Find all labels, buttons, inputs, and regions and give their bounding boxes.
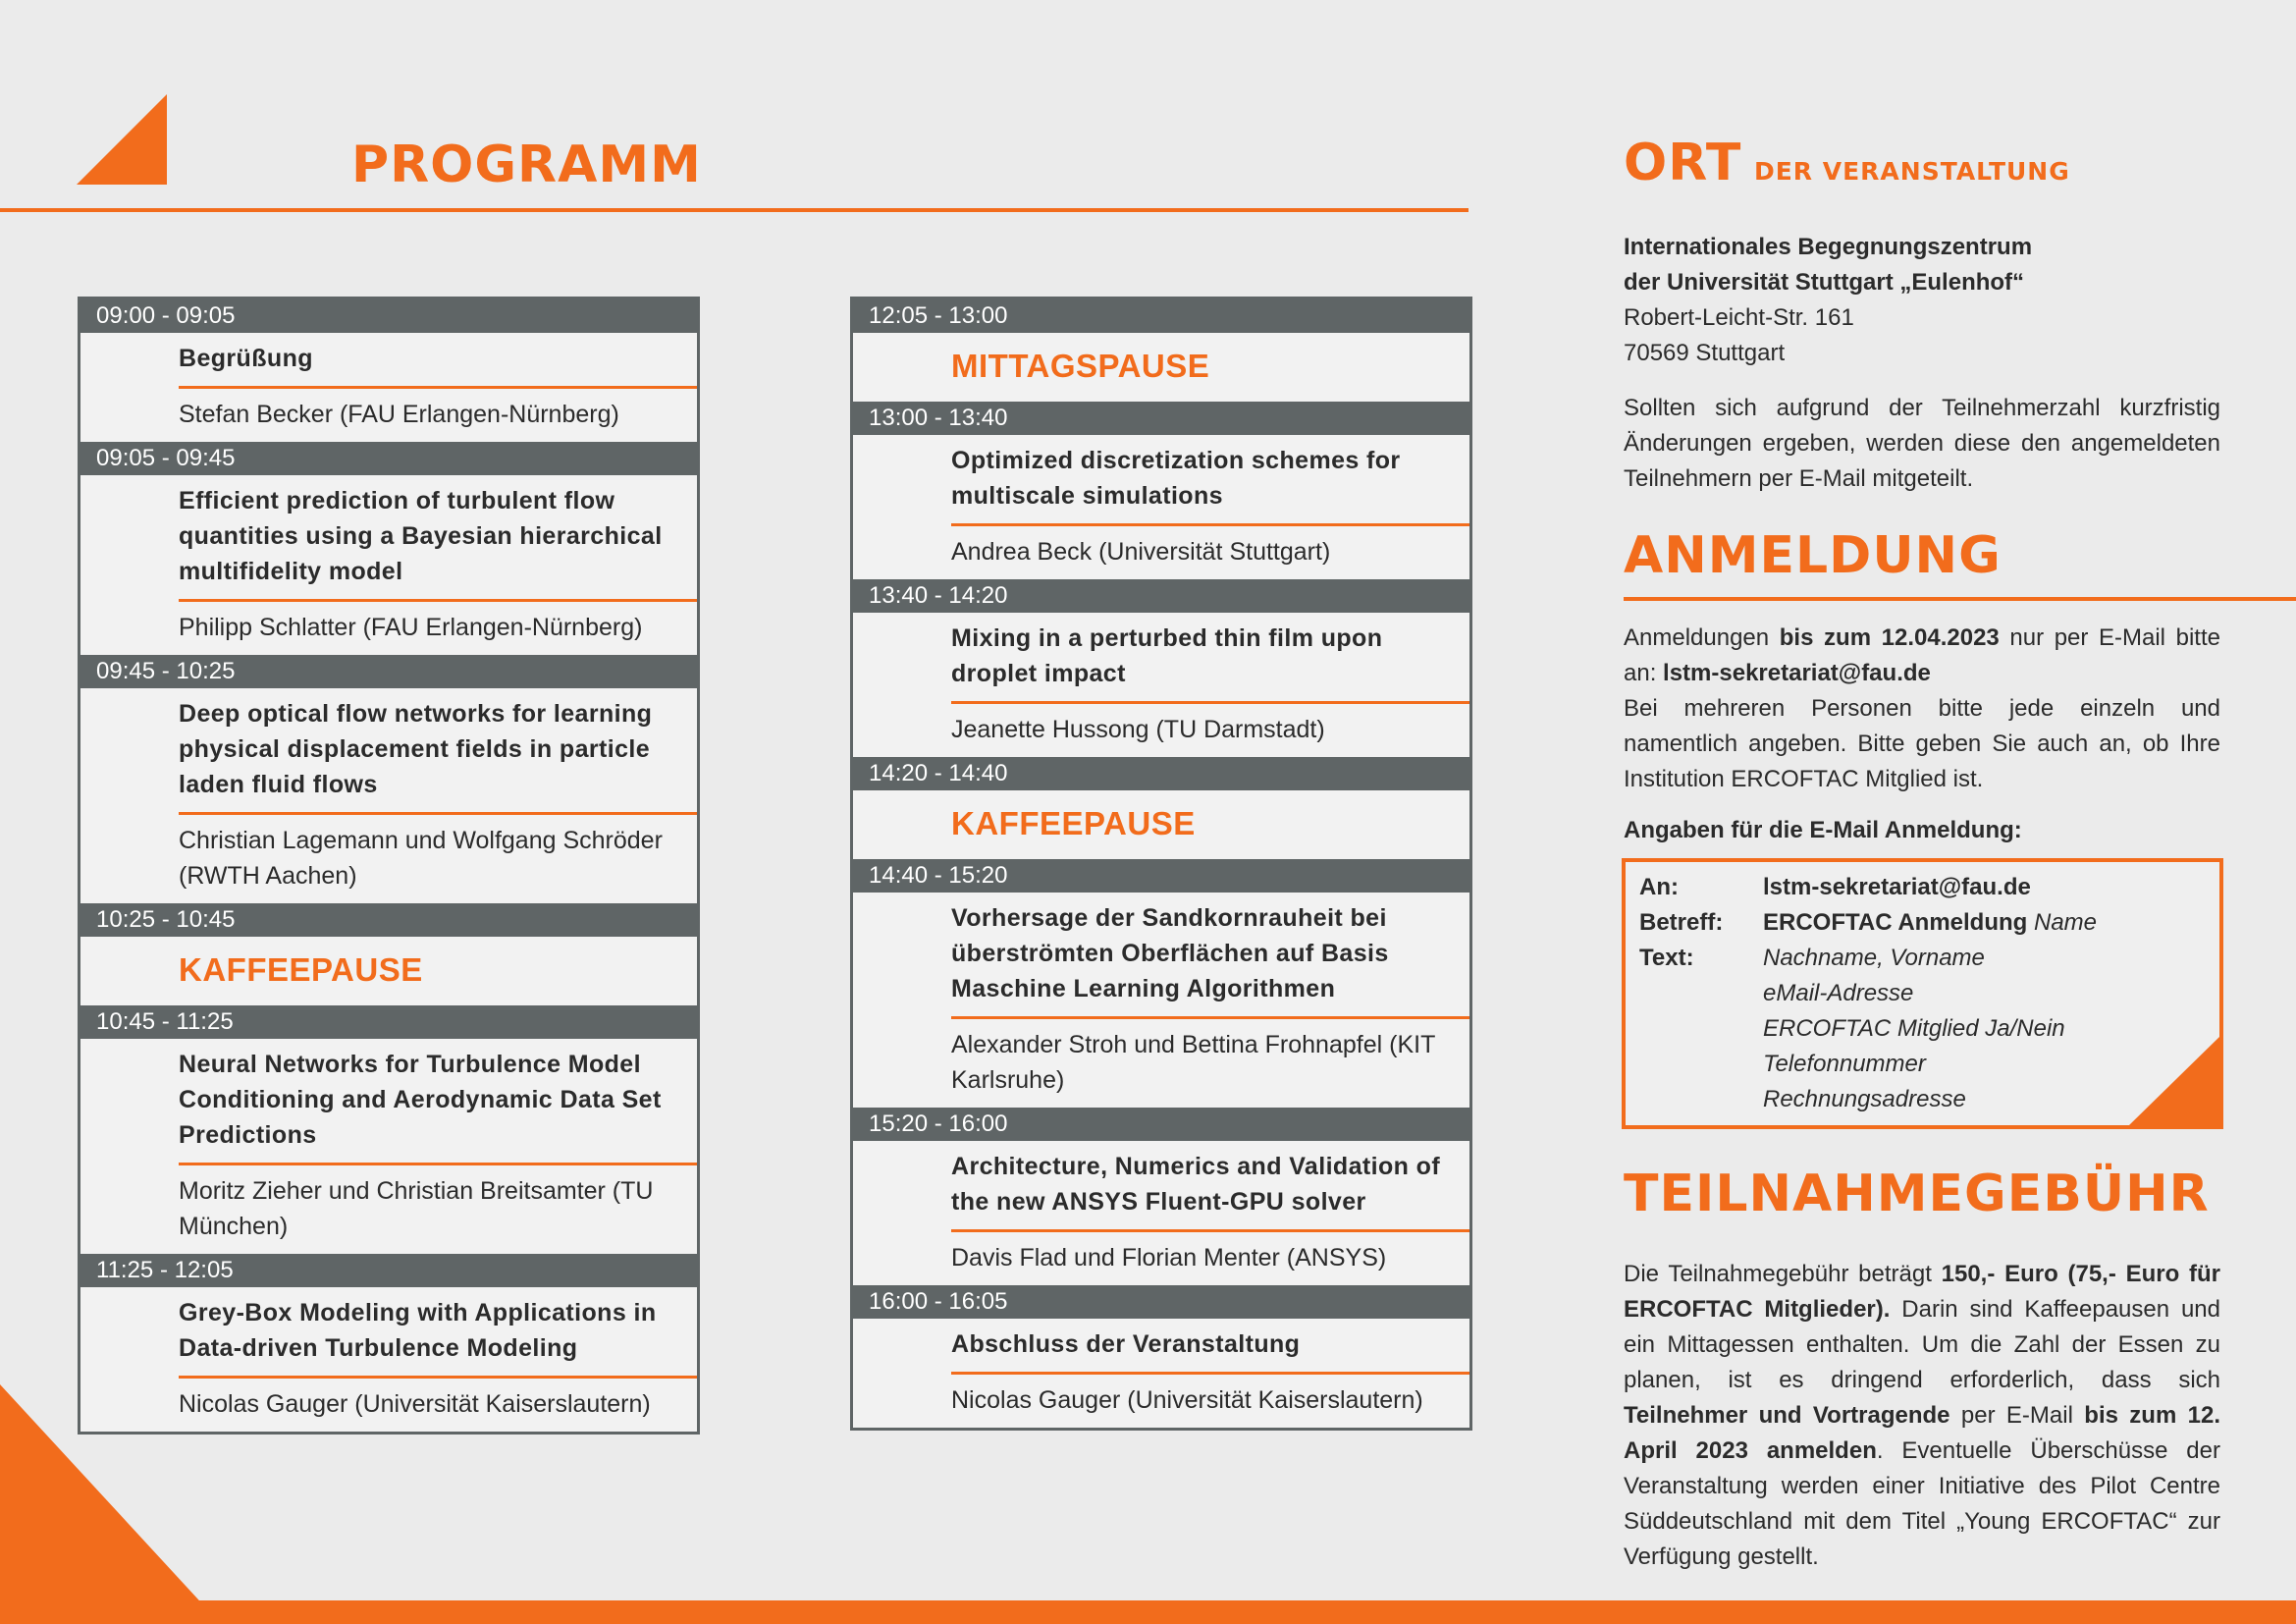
talk-speaker: Philipp Schlatter (FAU Erlangen-Nürnberg) bbox=[179, 614, 643, 641]
slot-time: 09:45 - 10:25 bbox=[80, 655, 697, 688]
talk-speaker: Andrea Beck (Universität Stuttgart) bbox=[951, 538, 1331, 566]
break-label: KAFFEEPAUSE bbox=[179, 951, 423, 988]
anmeldung-title: ANMELDUNG bbox=[1624, 526, 2002, 585]
schedule-slot bbox=[80, 655, 697, 903]
talk-title: Mixing in a perturbed thin film upon droplet impact bbox=[951, 624, 1383, 687]
talk-speaker: Christian Lagemann und Wolfgang Schröder (RWTH Aachen) bbox=[179, 827, 663, 890]
email-subject-label: Betreff: bbox=[1639, 909, 1724, 936]
talk-title: Grey-Box Modeling with Applications in Data-driven Turbulence Modeling bbox=[179, 1299, 657, 1362]
talk-title: Architecture, Numerics and Validation of the new ANSYS Fluent-GPU solver bbox=[951, 1153, 1441, 1216]
talk-title: Optimized discretization schemes for multiscale simulations bbox=[951, 447, 1401, 510]
bottom-bar bbox=[0, 1600, 2296, 1624]
anmeldung-text-1c: nur per E-Mail bitte an: bbox=[1624, 624, 2220, 686]
talk-title: Efficient prediction of turbulent flow quantities using a Bayesian hierarchical multifidelity model bbox=[179, 487, 663, 585]
email-text-line: Rechnungsadresse bbox=[1763, 1086, 1966, 1112]
slot-time: 14:40 - 15:20 bbox=[853, 859, 1469, 893]
email-text-line: ERCOFTAC Mitglied Ja/Nein bbox=[1763, 1015, 2065, 1042]
talk-title: Neural Networks for Turbulence Model Conditioning and Aerodynamic Data Set Predictions bbox=[179, 1051, 662, 1149]
anmeldung-rule bbox=[1624, 597, 2296, 601]
schedule-slot bbox=[80, 1005, 697, 1254]
slot-time: 11:25 - 12:05 bbox=[80, 1254, 697, 1287]
gebuehr-text-7: . Eventuelle Überschüsse der Veranstaltung werden einer Initiative des Pilot Centre Süddeutschland mit dem Titel „Young ERCOFTAC“ zur Verfügung gestellt. bbox=[1624, 1437, 2220, 1570]
gebuehr-deadline: bis zum 12. April 2023 anmelden bbox=[1624, 1402, 2221, 1464]
venue-name-2: der Universität Stuttgart „Eulenhof“ bbox=[1624, 269, 2025, 296]
program-title: PROGRAMM bbox=[351, 135, 702, 194]
schedule-slot bbox=[853, 859, 1469, 1108]
schedule-slot-break bbox=[853, 299, 1469, 402]
schedule-slot bbox=[853, 1285, 1469, 1428]
gebuehr-title: TEILNAHMEGEBÜHR bbox=[1624, 1164, 2210, 1223]
break-label: KAFFEEPAUSE bbox=[951, 805, 1196, 841]
ort-title-big: ORT bbox=[1624, 134, 1742, 192]
venue-note: Sollten sich aufgrund der Teilnehmerzahl kurzfristig Änderungen ergeben, werden diese den angemeldeten Teilnehmern per E-Mail mitgeteilt. bbox=[1624, 395, 2220, 492]
talk-title: Begrüßung bbox=[179, 345, 313, 372]
talk-title: Vorhersage der Sandkornrauheit bei überströmten Oberflächen auf Basis Maschine Learning Algorithmen bbox=[951, 904, 1389, 1002]
talk-speaker: Alexander Stroh und Bettina Frohnapfel (KIT Karlsruhe) bbox=[951, 1031, 1435, 1094]
schedule-slot bbox=[853, 1108, 1469, 1285]
slot-time: 15:20 - 16:00 bbox=[853, 1108, 1469, 1141]
slot-time: 12:05 - 13:00 bbox=[853, 299, 1469, 333]
schedule-slot bbox=[80, 299, 697, 442]
corner-triangle-top bbox=[77, 94, 167, 185]
email-to-label: An: bbox=[1639, 874, 1679, 900]
email-box-heading: Angaben für die E-Mail Anmeldung: bbox=[1624, 817, 2022, 843]
schedule-slot bbox=[80, 442, 697, 655]
slot-time: 10:25 - 10:45 bbox=[80, 903, 697, 937]
anmeldung-text-1a: Anmeldungen bbox=[1624, 624, 1780, 651]
box-corner-triangle bbox=[2129, 1037, 2219, 1125]
talk-speaker: Nicolas Gauger (Universität Kaiserslautern) bbox=[951, 1386, 1423, 1414]
slot-time: 09:00 - 09:05 bbox=[80, 299, 697, 333]
talk-speaker: Nicolas Gauger (Universität Kaiserslautern) bbox=[179, 1390, 651, 1418]
email-text-line: Telefonnummer bbox=[1763, 1051, 1926, 1077]
schedule-slot bbox=[853, 579, 1469, 757]
schedule-slot bbox=[80, 1254, 697, 1432]
venue-city: 70569 Stuttgart bbox=[1624, 340, 1786, 366]
schedule-slot-break bbox=[80, 903, 697, 1005]
email-text-line: Nachname, Vorname bbox=[1763, 945, 1985, 971]
email-to-value[interactable]: lstm-sekretariat@fau.de bbox=[1763, 874, 2031, 900]
gebuehr-text-1: Die Teilnahmegebühr beträgt bbox=[1624, 1261, 1942, 1287]
gebuehr-price: 150,- Euro (75,- Euro für ERCOFTAC Mitglieder). bbox=[1624, 1261, 2220, 1323]
slot-time: 13:00 - 13:40 bbox=[853, 402, 1469, 435]
anmeldung-text-2: Bei mehreren Personen bitte jede einzeln und namentlich angeben. Bitte geben Sie auch an, ob Ihre Institution ERCOFTAC Mitglied ist. bbox=[1624, 695, 2220, 792]
slot-time: 13:40 - 14:20 bbox=[853, 579, 1469, 613]
break-label: MITTAGSPAUSE bbox=[951, 348, 1210, 384]
ort-title-small: DER VERANSTALTUNG bbox=[1753, 157, 2070, 186]
gebuehr-text bbox=[1624, 1257, 2220, 1575]
email-text-label: Text: bbox=[1639, 945, 1694, 971]
anmeldung-deadline: bis zum 12.04.2023 bbox=[1779, 624, 2000, 651]
email-text-line: eMail-Adresse bbox=[1763, 980, 1914, 1006]
anmeldung-email-link[interactable]: lstm-sekretariat@fau.de bbox=[1663, 660, 1931, 686]
talk-speaker: Stefan Becker (FAU Erlangen-Nürnberg) bbox=[179, 401, 619, 428]
venue-name-1: Internationales Begegnungszentrum bbox=[1624, 234, 2033, 260]
schedule-column-1 bbox=[78, 297, 700, 1435]
anmeldung-text-1 bbox=[1624, 621, 2220, 691]
gebuehr-text-5: per E-Mail bbox=[1949, 1402, 2085, 1429]
email-subject-value: ERCOFTAC Anmeldung bbox=[1763, 909, 2028, 936]
slot-time: 09:05 - 09:45 bbox=[80, 442, 697, 475]
email-to-row bbox=[1639, 870, 2210, 905]
ort-title bbox=[1624, 134, 2070, 192]
schedule-slot bbox=[853, 402, 1469, 579]
email-text-row bbox=[1639, 941, 2210, 1117]
email-subject-placeholder: Name bbox=[2033, 909, 2098, 936]
talk-speaker: Jeanette Hussong (TU Darmstadt) bbox=[951, 716, 1325, 743]
gebuehr-participants: Teilnehmer und Vortragende bbox=[1624, 1402, 1950, 1429]
slot-time: 14:20 - 14:40 bbox=[853, 757, 1469, 790]
program-rule bbox=[0, 208, 1468, 212]
slot-time: 16:00 - 16:05 bbox=[853, 1285, 1469, 1319]
email-template-box bbox=[1622, 858, 2223, 1129]
talk-speaker: Davis Flad und Florian Menter (ANSYS) bbox=[951, 1244, 1387, 1272]
schedule-column-2 bbox=[850, 297, 1472, 1431]
talk-title: Deep optical flow networks for learning physical displacement fields in particle laden fluid flows bbox=[179, 700, 653, 798]
schedule-slot-break bbox=[853, 757, 1469, 859]
email-subject-row bbox=[1639, 905, 2210, 941]
talk-title: Abschluss der Veranstaltung bbox=[951, 1330, 1301, 1358]
talk-speaker: Moritz Zieher und Christian Breitsamter (TU München) bbox=[179, 1177, 654, 1240]
gebuehr-text-3: Darin sind Kaffeepausen und ein Mittagessen enthalten. Um die Zahl der Essen zu planen, ist es dringend erforderlich, dass sich bbox=[1624, 1296, 2220, 1393]
slot-time: 10:45 - 11:25 bbox=[80, 1005, 697, 1039]
venue-address bbox=[1624, 230, 2232, 371]
venue-street: Robert-Leicht-Str. 161 bbox=[1624, 304, 1854, 331]
